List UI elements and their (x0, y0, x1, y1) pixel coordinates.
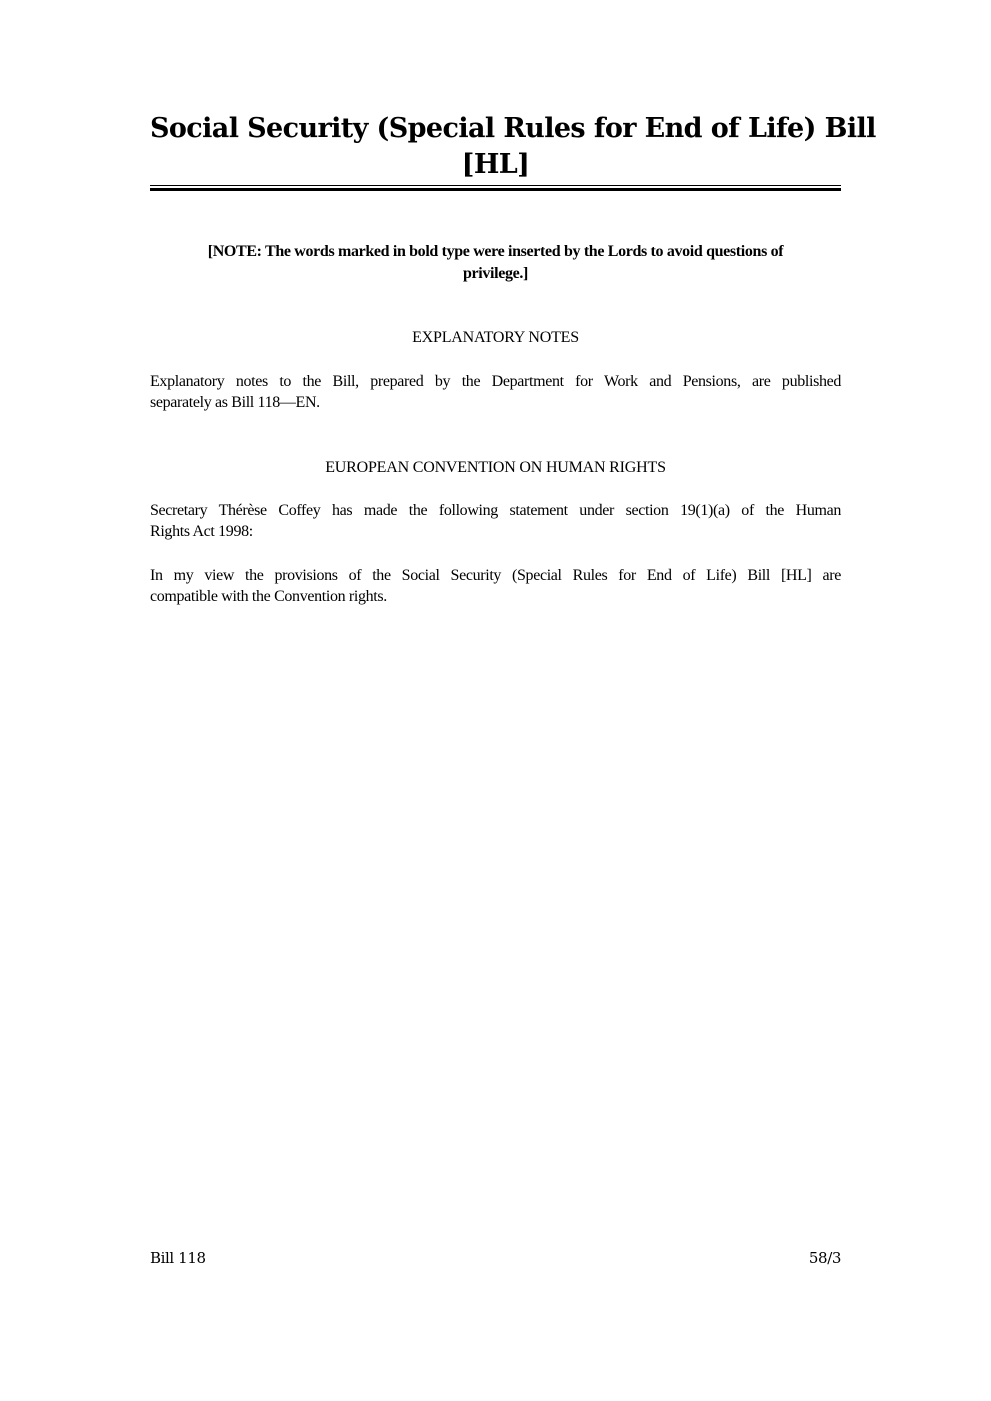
title-rule-thin (150, 185, 841, 186)
footer-bill-number: Bill 118 (150, 1249, 206, 1267)
footer-print-reference: 58/3 (808, 1249, 841, 1267)
bill-title-line-2: [HL] (461, 149, 530, 180)
privilege-note-line-1: [NOTE: The words marked in bold type were inserted by the Lords to avoid questions of (207, 243, 784, 260)
privilege-note-line-2: privilege.] (462, 265, 529, 282)
echr-statement-line-1: Secretary Thérèse Coffey has made the following statement under section 19(1)(a) of the Human (150, 502, 841, 519)
explanatory-notes-line-1: Explanatory notes to the Bill, prepared by the Department for Work and Pensions, are published (150, 373, 841, 390)
explanatory-notes-heading: EXPLANATORY NOTES (412, 329, 579, 346)
echr-heading: EUROPEAN CONVENTION ON HUMAN RIGHTS (325, 459, 666, 476)
bill-title-line-1: Social Security (Special Rules for End of Life) Bill (150, 113, 876, 144)
echr-statement-line-2: Rights Act 1998: (150, 523, 253, 540)
echr-compatibility-line-1: In my view the provisions of the Social Security (Special Rules for End of Life) Bill [HL] are (150, 567, 841, 584)
echr-compatibility-line-2: compatible with the Convention rights. (150, 588, 387, 605)
title-rule-thick (150, 188, 841, 191)
explanatory-notes-line-2: separately as Bill 118—EN. (150, 394, 320, 411)
